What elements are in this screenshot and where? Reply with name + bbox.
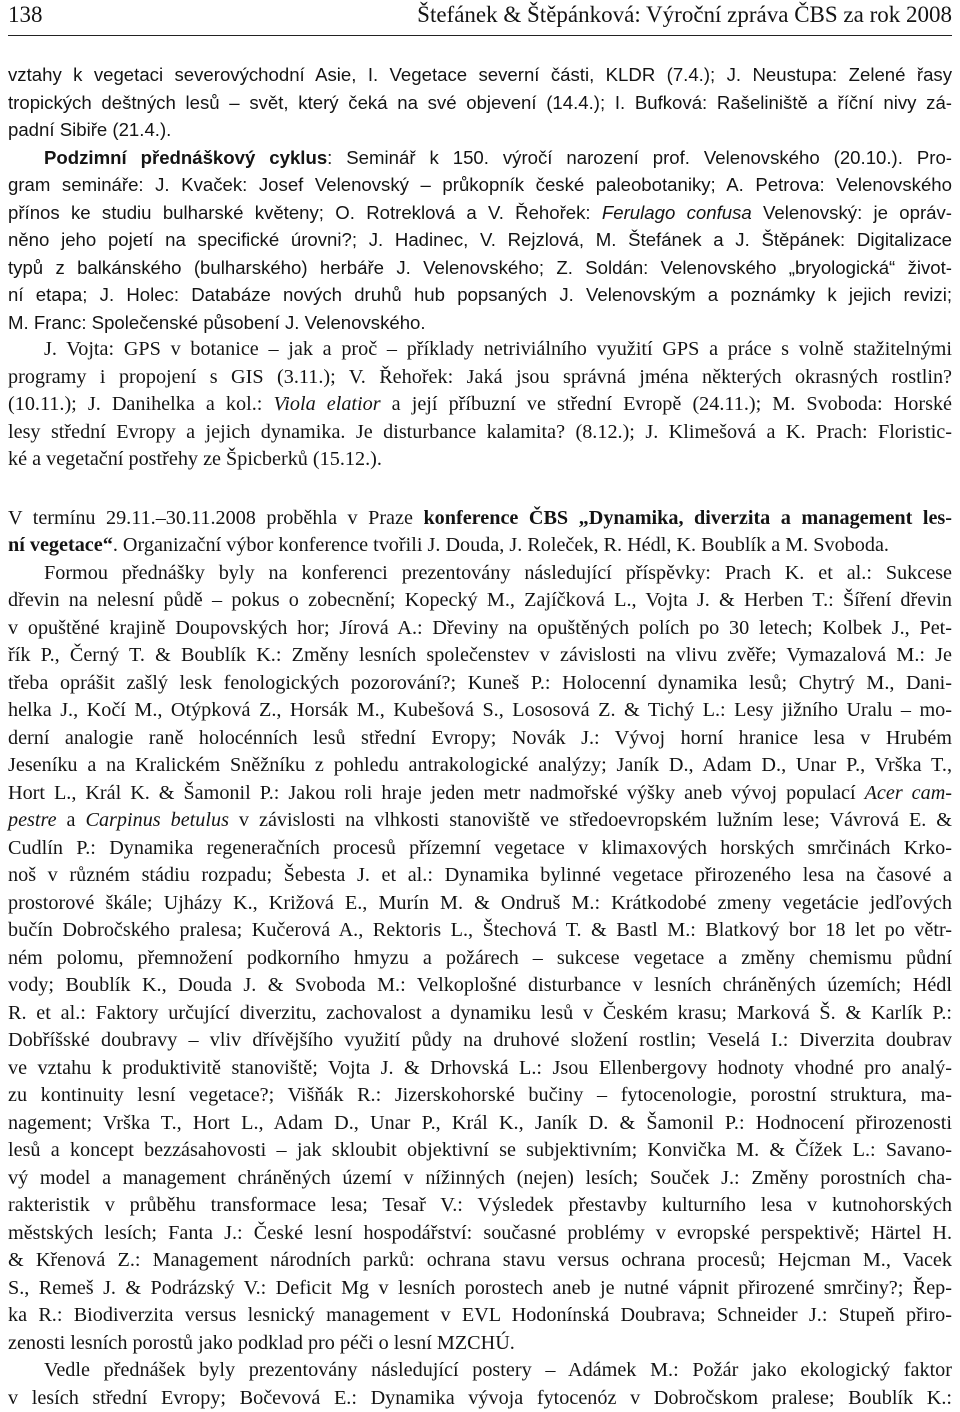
text-line: noš v různém stádiu rozpadu; Šebesta J. et al.: Dynamika bylinné vegetace přirozeného lesa na časové a xyxy=(8,862,952,890)
text-span: . Organizační výbor konference tvořili J. Douda, J. Roleček, R. Hédl, K. Boublík a M. Svoboda. xyxy=(113,534,889,556)
text-line: S., Remeš J. & Podrázský V.: Deficit Mg v lesních porostech aneb je nutné vápnit přirozené smrčiny?; Řep- xyxy=(8,1275,952,1303)
text-line: typů z balkánského (bulharského) herbáře J. Velenovského; Z. Soldán: Velenovského „bryologická“ život- xyxy=(8,254,952,282)
text-line: ka R.: Biodiverzita versus lesnický management v EVL Hodonínská Doubrava; Schneider J.: Stupeň přiro- xyxy=(8,1302,952,1330)
text-line xyxy=(8,391,952,419)
text-line: derní analogie raně holocénních lesů střední Evropy; Novák J.: Vývoj horní hranice lesa v Hrubém xyxy=(8,725,952,753)
text-line: v lesích střední Evropy; Bočevová E.: Dynamika vývoja fytocenóz v Dobročskom pralese; Boublík K.: xyxy=(8,1385,952,1412)
text-line: prostorové škále; Ujházy K., Križová E., Murín M. & Ondruš M.: Krátkodobé zmeny vegetácie jedľových xyxy=(8,890,952,918)
text-line: gram semináře: J. Kvaček: Josef Velenovský – průkopník české paleobotaniky; A. Petrova: Velenovského xyxy=(8,171,952,199)
text-line xyxy=(8,505,952,533)
species-name: Viola elatior xyxy=(273,393,380,415)
text-line: tropických deštných lesů – svět, který čeká na své objevení (14.4.); I. Bufková: Rašeliniště a říční nivy zá- xyxy=(8,89,952,117)
body-text xyxy=(8,61,952,1412)
text-span: V termínu 29.11.–30.11.2008 proběhla v Praze xyxy=(8,507,423,529)
text-line: helka J., Kočí M., Otýpková Z., Horsák M., Kubešová S., Lososová Z. & Tichý L.: Lesy jižního Uralu – mo- xyxy=(8,697,952,725)
text-span: : Seminář k 150. výročí narození prof. Velenovského (20.10.). Pro- xyxy=(327,147,952,168)
text-span: v závislosti na vlhkosti stanoviště ve středoevropském lužním lese; Vávrová E. & xyxy=(229,809,952,831)
text-line: bučín Dobročského pralesa; Kučerová A., Rektoris L., Štechová T. & Bastl M.: Blatkový bor 18 let po větr- xyxy=(8,917,952,945)
text-line: programy i propojení s GIS (3.11.); V. Řehořek: Jaká jsou správná jména některých okrasných rostlin? xyxy=(8,364,952,392)
section-heading: Podzimní přednáškový cyklus xyxy=(44,147,327,168)
text-line: řík P., Černý T. & Boublík K.: Změny lesních společenstev v závislosti na vlivu zvěře; Vymazalová M.: Je xyxy=(8,642,952,670)
text-line: Jeseníku a na Kralickém Sněžníku z pohledu antrakologické analýzy; Janík D., Adam D., Unar P., Vrška T., xyxy=(8,752,952,780)
text-line xyxy=(8,807,952,835)
paragraph-gap xyxy=(8,474,952,505)
text-span: přínos ke studiu bulharské květeny; O. Rotreklová a V. Řehořek: xyxy=(8,202,602,223)
text-line: nagement; Vrška T., Hort L., Adam D., Unar P., Král K., Janík D. & Šamonil P.: Hodnocení přirozenosti xyxy=(8,1110,952,1138)
text-line: rakteristik v průběhu transformace lesa; Tesař V.: Výsledek přestavby kulturního lesa v kutnohorských xyxy=(8,1192,952,1220)
text-line xyxy=(8,144,952,172)
text-line: Vedle přednášek byly prezentovány následující postery – Adámek M.: Požár jako ekologický faktor xyxy=(8,1357,952,1385)
text-line: Cudlín P.: Dynamika regeneračních procesů přízemní vegetace v klimaxových horských smrčinách Krko- xyxy=(8,835,952,863)
running-head: Štefánek & Štěpánková: Výroční zpráva ČBS za rok 2008 xyxy=(417,0,952,30)
text-line: zenosti lesních porostů jako podklad pro péči o lesní MZCHÚ. xyxy=(8,1330,952,1358)
text-line xyxy=(8,199,952,227)
text-line: vody; Boublík K., Douda J. & Svoboda M.: Velkoplošné disturbance v lesních chráněných územích; Hédl xyxy=(8,972,952,1000)
conference-title: konference ČBS „Dynamika, diverzita a management les- xyxy=(423,507,952,529)
text-line: dřevin na nelesní půdě – pokus o zobecnění; Kopecký M., Zajíčková L., Vojta J. & Herben T.: Šíření dřevin xyxy=(8,587,952,615)
species-name: Carpinus betulus xyxy=(86,809,229,831)
text-line: ní etapa; J. Holec: Databáze nových druhů hub popsaných J. Velenovským a poznámky k jejich revizi; xyxy=(8,281,952,309)
text-line: J. Vojta: GPS v botanice – jak a proč – příklady netriviálního využití GPS a práce s volně stažitelnými xyxy=(8,336,952,364)
text-span: a její příbuzní ve střední Evropě (24.11.); M. Svoboda: Horské xyxy=(381,393,952,415)
text-line: lesů a koncept bezzásahovosti – jak skloubit objektivní se subjektivním; Konvička M. & Čížek L.: Savano- xyxy=(8,1137,952,1165)
text-line: zu kontinuity lesní vegetace?; Višňák R.: Jizerskohorské bučiny – fytocenologie, porostní struktura, ma- xyxy=(8,1082,952,1110)
text-line: vý model a management chráněných území v nížinných (nejen) lesích; Souček J.: Změny porostních cha- xyxy=(8,1165,952,1193)
text-line: Formou přednášky byly na konferenci prezentovány následující příspěvky: Prach K. et al.: Sukcese xyxy=(8,560,952,588)
species-name: Acer cam- xyxy=(865,782,952,804)
header-rule xyxy=(8,35,952,36)
text-line: M. Franc: Společenské působení J. Velenovského. xyxy=(8,309,952,337)
text-span: (10.11.); J. Danihelka a kol.: xyxy=(8,393,273,415)
text-span: a xyxy=(57,809,86,831)
conference-title: ní vegetace“ xyxy=(8,534,113,556)
text-line: městských lesích; Fanta J.: České lesní hospodářství: současné problémy v evropské perspektivě; Härtel H. xyxy=(8,1220,952,1248)
text-line: v opuštěné krajině Doupovských hor; Jírová A.: Dřeviny na opuštěných polích po 30 letech; Kolbek J., Pet- xyxy=(8,615,952,643)
text-line: třeba oprášit zašlý lesk fenologických pozorování?; Kuneš P.: Holocenní dynamika lesů; Chytrý M., Dani- xyxy=(8,670,952,698)
text-span: Hort L., Král K. & Šamonil P.: Jakou roli hraje jeden metr nadmořské výšky aneb vývoj populací xyxy=(8,782,865,804)
text-span: Velenovský: je opráv- xyxy=(752,202,952,223)
text-line: Dobříšské doubravy – vliv dřívějšího využití půdy na druhové složení rostlin; Veselá I.: Diverzita doubrav xyxy=(8,1027,952,1055)
text-line: něno jeho pojetí na specifické úrovni?; J. Hadinec, V. Rejzlová, M. Štefánek a J. Štěpánek: Digitalizace xyxy=(8,226,952,254)
page-number: 138 xyxy=(8,0,43,30)
species-name: Ferulago confusa xyxy=(602,202,752,223)
text-line xyxy=(8,780,952,808)
text-line: ném polomu, přemnožení podkorního hmyzu a požárech – sukcese vegetace a změny chemismu půdní xyxy=(8,945,952,973)
text-line xyxy=(8,532,952,560)
species-name: pestre xyxy=(8,809,57,831)
text-line: ké a vegetační postřehy ze Špicberků (15.12.). xyxy=(8,446,952,474)
text-line: & Křenová Z.: Management národních parků: ochrana stavu versus ochrana procesů; Hejcman M., Vacek xyxy=(8,1247,952,1275)
text-line: padní Sibiře (21.4.). xyxy=(8,116,952,144)
text-line: vztahy k vegetaci severovýchodní Asie, I. Vegetace severní části, KLDR (7.4.); J. Neustupa: Zelené řasy xyxy=(8,61,952,89)
text-line: ve vztahu k produktivitě stanoviště; Vojta J. & Drhovská L.: Jsou Ellenbergovy hodnoty vhodné pro analý- xyxy=(8,1055,952,1083)
text-line: R. et al.: Faktory určující diverzitu, zachovalost a dynamiku lesů v Českém krasu; Marková Š. & Karlík P.: xyxy=(8,1000,952,1028)
text-line: lesy střední Evropy a jejich dynamika. Je disturbance kalamita? (8.12.); J. Klimešová a K. Prach: Floristic- xyxy=(8,419,952,447)
page-header xyxy=(8,0,952,32)
